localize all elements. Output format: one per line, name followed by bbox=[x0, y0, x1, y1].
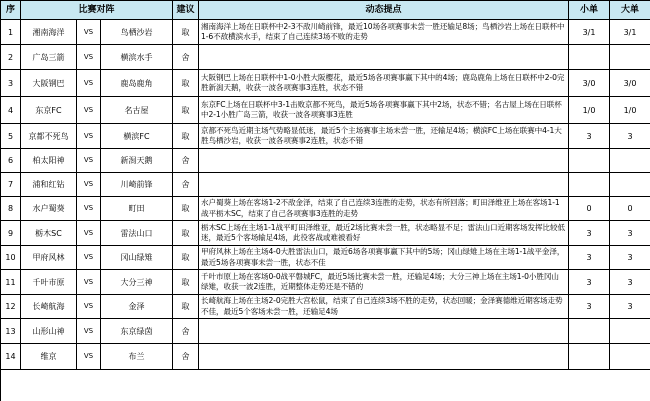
header-large: 大单 bbox=[610, 1, 650, 20]
row-seq: 2 bbox=[1, 45, 21, 70]
large-bet: 3/1 bbox=[610, 20, 650, 45]
home-team: 柏太阳神 bbox=[21, 149, 77, 173]
row-seq: 14 bbox=[1, 344, 21, 370]
suggestion: 取 bbox=[173, 197, 199, 221]
suggestion: 取 bbox=[173, 70, 199, 97]
home-team: 大阪钢巴 bbox=[21, 70, 77, 97]
header-small: 小单 bbox=[569, 1, 610, 20]
vs-label: VS bbox=[77, 246, 101, 270]
analysis-note bbox=[199, 344, 569, 370]
home-team: 长崎航海 bbox=[21, 295, 77, 319]
analysis-note: 东京FC上场在日联杯中3-1击败京都不死鸟，最近5场各项赛事赢下其中2场，状态不错；名古屋上场在日联杯中2-1小胜广岛三箭，收获一波各项赛事3连胜 bbox=[199, 97, 569, 124]
large-bet bbox=[610, 45, 650, 70]
away-team: 东京绿茵 bbox=[101, 319, 173, 344]
large-bet: 3 bbox=[610, 295, 650, 319]
analysis-note: 大阪钢巴上场在日联杯中1-0小胜大阪樱花，最近5场各项赛事赢下其中的4场；鹿岛鹿角上场在日联杯中2-0完胜新潟天鹅，收获一波各项赛事3连胜，状态不错 bbox=[199, 70, 569, 97]
large-bet: 0 bbox=[610, 197, 650, 221]
vs-label: VS bbox=[77, 197, 101, 221]
away-team: 大分三神 bbox=[101, 270, 173, 295]
analysis-note bbox=[199, 173, 569, 197]
header-seq: 序 bbox=[1, 1, 21, 20]
home-team: 湘南海洋 bbox=[21, 20, 77, 45]
small-bet bbox=[569, 344, 610, 370]
suggestion: 取 bbox=[173, 246, 199, 270]
row-seq: 9 bbox=[1, 221, 21, 246]
row-seq: 13 bbox=[1, 319, 21, 344]
analysis-note: 千叶市原上场在客场0-0战平磐城FC，最近5场比赛未尝一胜，还输足4场；大分三神上场在主场1-0小胜冈山绿雉，收获一波2连胜，近期整体走势还是不错的 bbox=[199, 270, 569, 295]
vs-label: VS bbox=[77, 319, 101, 344]
row-seq: 11 bbox=[1, 270, 21, 295]
vs-label: VS bbox=[77, 221, 101, 246]
large-bet bbox=[610, 319, 650, 344]
suggestion: 舍 bbox=[173, 344, 199, 370]
away-team: 冈山绿雉 bbox=[101, 246, 173, 270]
large-bet: 1/0 bbox=[610, 97, 650, 124]
away-team: 町田 bbox=[101, 197, 173, 221]
away-team: 雷法山口 bbox=[101, 221, 173, 246]
small-bet: 3 bbox=[569, 124, 610, 149]
home-team: 广岛三箭 bbox=[21, 45, 77, 70]
away-team: 布兰 bbox=[101, 344, 173, 370]
vs-label: VS bbox=[77, 344, 101, 370]
home-team: 栃木SC bbox=[21, 221, 77, 246]
home-team: 水户蜀葵 bbox=[21, 197, 77, 221]
vs-label: VS bbox=[77, 45, 101, 70]
analysis-note: 湘南海洋上场在日联杯中2-3不敌川崎前锋，最近10场各项赛事未尝一胜还输足8场；鸟栖沙岩上场在日联杯中1-6不敌横滨水手，结束了自己连续3场不败的走势 bbox=[199, 20, 569, 45]
vs-label: VS bbox=[77, 124, 101, 149]
suggestion: 舍 bbox=[173, 319, 199, 344]
analysis-note: 长崎航海上场在主场2-0完胜大宫松鼠，结束了自己连续3场不胜的走势，状态回暖；金泽赛德维近期客场走势不佳，最近5个客场未尝一胜，还输足4场 bbox=[199, 295, 569, 319]
home-team: 浦和红钻 bbox=[21, 173, 77, 197]
vs-label: VS bbox=[77, 149, 101, 173]
small-bet bbox=[569, 173, 610, 197]
suggestion: 舍 bbox=[173, 45, 199, 70]
row-seq: 1 bbox=[1, 20, 21, 45]
away-team: 横滨FC bbox=[101, 124, 173, 149]
home-team: 山形山神 bbox=[21, 319, 77, 344]
row-seq: 8 bbox=[1, 197, 21, 221]
small-bet bbox=[569, 319, 610, 344]
vs-label: VS bbox=[77, 97, 101, 124]
row-seq: 12 bbox=[1, 295, 21, 319]
away-team: 名古屋 bbox=[101, 97, 173, 124]
small-bet bbox=[569, 45, 610, 70]
suggestion: 取 bbox=[173, 221, 199, 246]
row-seq: 5 bbox=[1, 124, 21, 149]
analysis-note: 京都不死鸟近期主场气势略显低迷，最近5个主场赛事主场未尝一胜，还输足4场；横滨FC上场在联赛中4-1大胜鸟栖沙岩，收获一波各项赛事2连胜，状态不错 bbox=[199, 124, 569, 149]
suggestion: 舍 bbox=[173, 149, 199, 173]
away-team: 鹿岛鹿角 bbox=[101, 70, 173, 97]
small-bet: 1/0 bbox=[569, 97, 610, 124]
small-bet: 3 bbox=[569, 246, 610, 270]
vs-label: VS bbox=[77, 270, 101, 295]
small-bet: 3 bbox=[569, 295, 610, 319]
home-team: 甲府风林 bbox=[21, 246, 77, 270]
away-team: 金泽 bbox=[101, 295, 173, 319]
suggestion: 取 bbox=[173, 97, 199, 124]
suggestion: 取 bbox=[173, 20, 199, 45]
analysis-note: 甲府风林上场在主场4-0大胜雷法山口，最近6场各项赛事赢下其中的5场；冈山绿雉上场在主场1-1战平金泽，最近5场各项赛事未尝一胜，状态不佳 bbox=[199, 246, 569, 270]
suggestion: 舍 bbox=[173, 173, 199, 197]
suggestion: 取 bbox=[173, 124, 199, 149]
vs-label: VS bbox=[77, 173, 101, 197]
large-bet: 3 bbox=[610, 221, 650, 246]
row-seq: 6 bbox=[1, 149, 21, 173]
small-bet bbox=[569, 149, 610, 173]
home-team: 维京 bbox=[21, 344, 77, 370]
header-suggest: 建议 bbox=[173, 1, 199, 20]
row-seq: 4 bbox=[1, 97, 21, 124]
away-team: 新潟天鹅 bbox=[101, 149, 173, 173]
home-team: 京都不死鸟 bbox=[21, 124, 77, 149]
row-seq: 3 bbox=[1, 70, 21, 97]
large-bet: 3 bbox=[610, 270, 650, 295]
small-bet: 3/1 bbox=[569, 20, 610, 45]
analysis-note bbox=[199, 149, 569, 173]
row-seq: 7 bbox=[1, 173, 21, 197]
large-bet bbox=[610, 173, 650, 197]
vs-label: VS bbox=[77, 20, 101, 45]
large-bet: 3/0 bbox=[610, 70, 650, 97]
away-team: 横滨水手 bbox=[101, 45, 173, 70]
away-team: 鸟栖沙岩 bbox=[101, 20, 173, 45]
large-bet: 3 bbox=[610, 246, 650, 270]
analysis-note: 水户蜀葵上场在客场1-2不敌金泽，结束了自己连续3连胜的走势，状态有所回落；町田泽维亚上场在客场1-1战平栃木SC，结束了自己各项赛事3连胜的走势 bbox=[199, 197, 569, 221]
small-bet: 3/0 bbox=[569, 70, 610, 97]
small-bet: 3 bbox=[569, 270, 610, 295]
home-team: 东京FC bbox=[21, 97, 77, 124]
away-team: 川崎前锋 bbox=[101, 173, 173, 197]
suggestion: 取 bbox=[173, 270, 199, 295]
header-notes: 动态提点 bbox=[199, 1, 569, 20]
vs-label: VS bbox=[77, 295, 101, 319]
large-bet bbox=[610, 149, 650, 173]
analysis-note bbox=[199, 45, 569, 70]
suggestion: 取 bbox=[173, 295, 199, 319]
small-bet: 0 bbox=[569, 197, 610, 221]
large-bet: 3 bbox=[610, 124, 650, 149]
analysis-note: 栃木SC上场在主场1-1战平町田泽维亚，最近2场比赛未尝一胜，状态略显不足；雷法山口近期客场发挥比较低迷，最近5个客场输足4场，此役客战或难被看好 bbox=[199, 221, 569, 246]
header-match: 比赛对阵 bbox=[21, 1, 173, 20]
vs-label: VS bbox=[77, 70, 101, 97]
analysis-note bbox=[199, 319, 569, 344]
small-bet: 3 bbox=[569, 221, 610, 246]
home-team: 千叶市原 bbox=[21, 270, 77, 295]
large-bet bbox=[610, 344, 650, 370]
row-seq: 10 bbox=[1, 246, 21, 270]
